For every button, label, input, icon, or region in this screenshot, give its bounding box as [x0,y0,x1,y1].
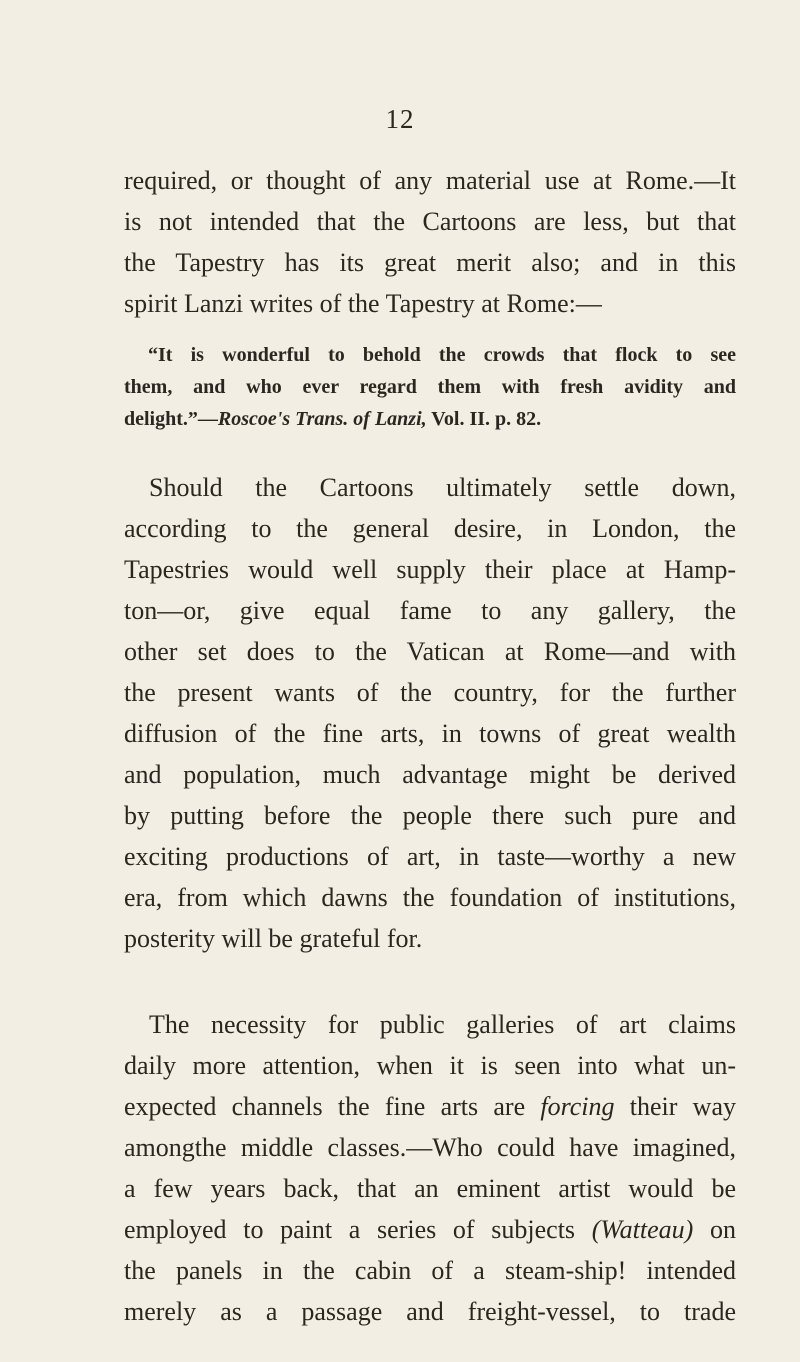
text-line: era, from which dawns the foundation of institutions, [124,883,736,912]
text-line: merely as a passage and freight-vessel, to trade [124,1297,736,1326]
text-line: daily more attention, when it is seen into what un- [124,1051,736,1080]
text-line: posterity will be grateful for. [124,924,423,953]
text-line: a few years back, that an eminent artist would be [124,1174,736,1203]
text-line: the present wants of the country, for the further [124,678,736,707]
text-line: Should the Cartoons ultimately settle down, [149,473,736,502]
citation-volume: Vol. II. p. 82. [426,408,542,430]
text-line: is not intended that the Cartoons are less, but that [124,207,736,236]
quote-line: them, and who ever regard them with fresh avidity and [124,376,736,398]
text-line: Tapestries would well supply their place at Hamp- [124,555,736,584]
quote-end: delight.”— [124,408,218,430]
text-line: The necessity for public galleries of art claims [149,1010,736,1039]
text-run: employed to paint a series of subjects [124,1215,592,1244]
text-run: their way [614,1092,736,1121]
text-line [124,1092,736,1122]
text-run: on [693,1215,737,1244]
emphasized-name: (Watteau) [591,1215,694,1244]
quote-line: “It is wonderful to behold the crowds that flock to see [148,344,736,366]
text-line: by putting before the people there such pure and [124,801,736,830]
text-line: ton—or, give equal fame to any gallery, the [124,596,736,625]
page-number: 12 [385,104,415,134]
text-line [124,1215,736,1245]
citation-title: Roscoe's Trans. of Lanzi, [217,408,427,430]
text-line: the Tapestry has its great merit also; and in this [124,248,736,277]
emphasized-word: forcing [540,1092,615,1121]
text-line: amongthe middle classes.—Who could have imagined, [124,1133,736,1162]
text-line: diffusion of the fine arts, in towns of great wealth [124,719,736,748]
text-run: expected channels the fine arts are [124,1092,541,1121]
text-line: the panels in the cabin of a steam-ship! intended [124,1256,736,1285]
text-line: other set does to the Vatican at Rome—and with [124,637,736,666]
text-line: exciting productions of art, in taste—worthy a new [124,842,736,871]
text-line: according to the general desire, in London, the [124,514,736,543]
text-line: required, or thought of any material use at Rome.—It [124,166,736,195]
quote-citation-line [124,408,736,431]
text-line: spirit Lanzi writes of the Tapestry at Rome:— [124,289,602,318]
text-line: and population, much advantage might be derived [124,760,736,789]
